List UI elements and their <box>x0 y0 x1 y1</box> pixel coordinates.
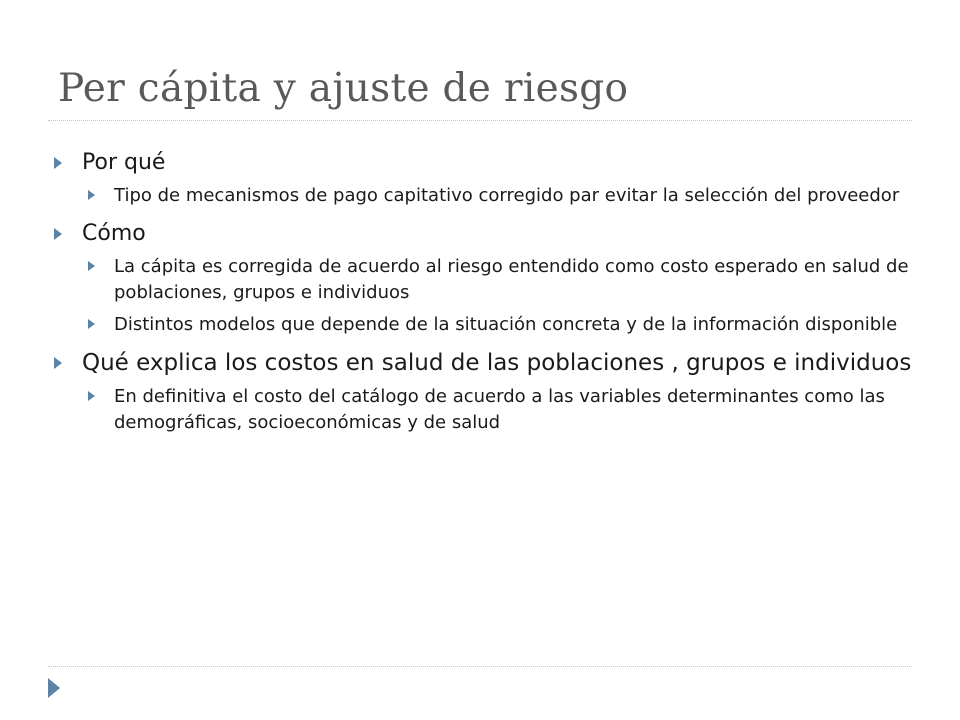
sub-bullet-text: Distintos modelos que depende de la situación concreta y de la información disponible <box>114 314 898 335</box>
play-arrow-icon <box>48 678 60 698</box>
triangle-bullet-icon <box>88 261 95 271</box>
slide-title: Per cápita y ajuste de riesgo <box>58 66 629 111</box>
bullet-que-explica <box>50 348 922 378</box>
bullet-text: Qué explica los costos en salud de las poblaciones , grupos e individuos <box>82 350 912 376</box>
sub-bullet-text: Tipo de mecanismos de pago capitativo corregido par evitar la selección del proveedor <box>114 185 900 206</box>
bullet-como <box>50 219 922 248</box>
sub-bullet <box>50 312 922 338</box>
triangle-bullet-icon <box>54 228 62 240</box>
bullet-por-que <box>50 148 922 177</box>
sub-bullet <box>50 384 922 436</box>
bullet-text: Cómo <box>82 221 146 246</box>
footer-divider <box>48 666 912 667</box>
title-divider <box>48 120 912 121</box>
triangle-bullet-icon <box>54 357 62 369</box>
sub-bullet-text: La cápita es corregida de acuerdo al riesgo entendido como costo esperado en salud de poblaciones, grupos e individuos <box>114 256 909 303</box>
sub-bullet <box>50 254 922 306</box>
triangle-bullet-icon <box>88 391 95 401</box>
triangle-bullet-icon <box>54 157 62 169</box>
triangle-bullet-icon <box>88 319 95 329</box>
bullet-list <box>50 148 922 436</box>
bullet-text: Por qué <box>82 150 166 175</box>
sub-bullet-text: En definitiva el costo del catálogo de acuerdo a las variables determinantes como las demográficas, socioeconómicas y de salud <box>114 386 885 433</box>
sub-bullet <box>50 183 922 209</box>
triangle-bullet-icon <box>88 190 95 200</box>
